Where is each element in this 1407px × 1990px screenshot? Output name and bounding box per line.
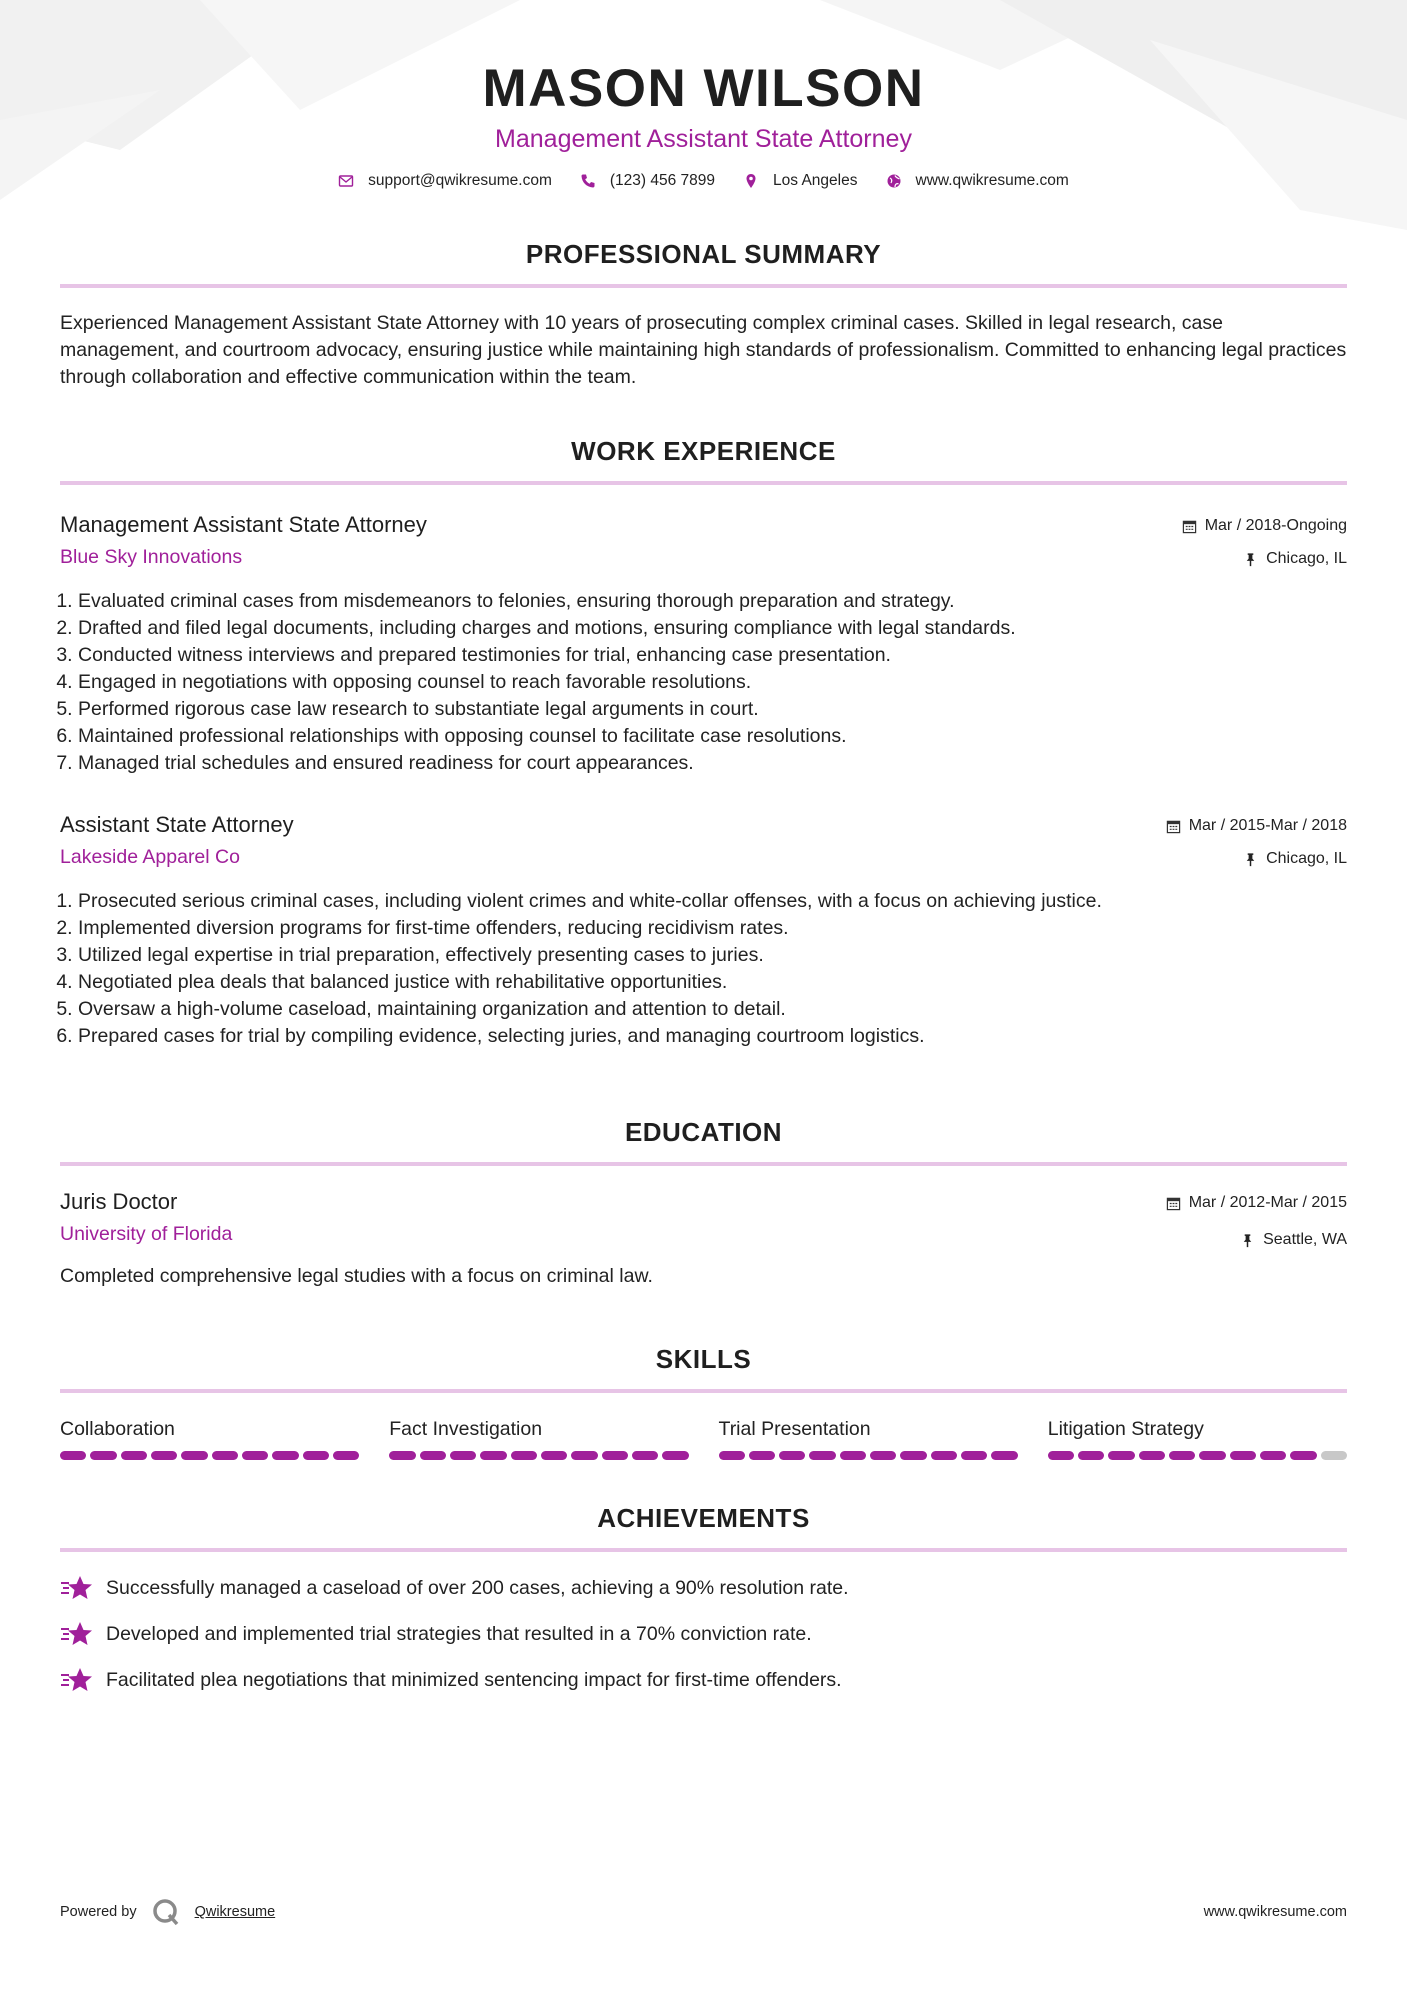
education-dates [1166, 1192, 1347, 1214]
skill-segment-filled [303, 1451, 329, 1460]
skill-segment-filled [779, 1451, 805, 1460]
skill-name: Collaboration [60, 1418, 175, 1440]
calendar-icon [1166, 819, 1181, 834]
skill-segment-filled [389, 1451, 415, 1460]
skill-segment-filled [60, 1451, 86, 1460]
brand-link[interactable]: Qwikresume [194, 1904, 276, 1920]
education-entry [60, 1188, 1347, 1289]
footer-website[interactable]: www.qwikresume.com [1203, 1904, 1347, 1920]
skill-segment-filled [662, 1451, 688, 1460]
job-title: Management Assistant State Attorney [60, 512, 427, 537]
contact-phone-text: (123) 456 7899 [609, 172, 716, 189]
skill-segment-filled [1078, 1451, 1104, 1460]
education-dates-text: Mar / 2012-Mar / 2015 [1188, 1194, 1347, 1211]
job-company: Blue Sky Innovations [60, 546, 243, 568]
skill-segment-filled [632, 1451, 658, 1460]
job-dates-text: Mar / 2015-Mar / 2018 [1188, 817, 1347, 834]
skill-segment-filled [272, 1451, 298, 1460]
qwikresume-logo-icon [151, 1897, 181, 1927]
skill-segment-filled [333, 1451, 359, 1460]
skill-segment-filled [571, 1451, 597, 1460]
powered-by-label: Powered by [60, 1904, 137, 1920]
skill-segment-filled [840, 1451, 866, 1460]
skill-segment-filled [541, 1451, 567, 1460]
list-item: 4. Negotiated plea deals that balanced justice with rehabilitative opportunities. [78, 969, 1347, 996]
achievement-text: Facilitated plea negotiations that minimized sentencing impact for first-time offenders. [106, 1669, 842, 1691]
contact-location-text: Los Angeles [773, 172, 858, 189]
skill-segment-filled [450, 1451, 476, 1460]
pushpin-icon [1240, 1233, 1255, 1248]
job-company: Lakeside Apparel Co [60, 846, 240, 868]
skill-segment-filled [1139, 1451, 1165, 1460]
skill-segment-filled [900, 1451, 926, 1460]
envelope-icon [338, 173, 354, 189]
achievement-text: Developed and implemented trial strategies that resulted in a 70% conviction rate. [106, 1623, 812, 1645]
job-location [1182, 548, 1347, 570]
section-divider [60, 481, 1347, 485]
contact-location [743, 172, 857, 190]
job-entry [60, 811, 1347, 1050]
skill-segment-filled [480, 1451, 506, 1460]
skill-item [389, 1417, 688, 1460]
job-dates [1182, 515, 1347, 537]
contact-website-text: www.qwikresume.com [915, 172, 1069, 189]
section-divider [60, 1162, 1347, 1166]
job-location [1166, 848, 1347, 870]
summary-section-title: PROFESSIONAL SUMMARY [525, 239, 882, 269]
skill-segment-filled [1048, 1451, 1074, 1460]
skill-segment-filled [181, 1451, 207, 1460]
skill-segment-filled [1290, 1451, 1316, 1460]
skill-item [719, 1417, 1018, 1460]
section-divider [60, 1389, 1347, 1393]
skill-segment-filled [931, 1451, 957, 1460]
job-duties-list [60, 888, 1347, 1050]
list-item: 1. Evaluated criminal cases from misdemeanors to felonies, ensuring thorough preparation and strategy. [78, 588, 1347, 615]
skill-segment-filled [870, 1451, 896, 1460]
skill-name: Litigation Strategy [1047, 1418, 1204, 1440]
list-item: 7. Managed trial schedules and ensured readiness for court appearances. [78, 750, 1347, 777]
contact-phone[interactable] [580, 172, 715, 190]
experience-section-title: WORK EXPERIENCE [571, 436, 836, 466]
list-item: 4. Engaged in negotiations with opposing counsel to reach favorable resolutions. [78, 669, 1347, 696]
skill-segment-filled [121, 1451, 147, 1460]
section-divider [60, 1548, 1347, 1552]
skill-segment-empty [1321, 1451, 1347, 1460]
summary-text: Experienced Management Assistant State Attorney with 10 years of prosecuting complex criminal cases. Skilled in legal research, case management, and courtroom advocacy, ensuring justice while maintaining high standards of professionalism. Committed to enhancing legal practices through collaboration and effective communication within the team. [60, 312, 1347, 388]
skill-level-bar [1048, 1451, 1347, 1460]
star-icon [60, 1666, 94, 1694]
list-item: 3. Conducted witness interviews and prepared testimonies for trial, enhancing case presentation. [78, 642, 1347, 669]
achievements-section-title: ACHIEVEMENTS [597, 1503, 810, 1533]
star-icon [60, 1620, 94, 1648]
skill-name: Fact Investigation [389, 1418, 543, 1440]
candidate-role: Management Assistant State Attorney [495, 125, 912, 153]
skill-level-bar [60, 1451, 359, 1460]
skill-name: Trial Presentation [718, 1418, 871, 1440]
skill-segment-filled [602, 1451, 628, 1460]
section-divider [60, 284, 1347, 288]
achievement-item [60, 1666, 1347, 1694]
skills-list [60, 1417, 1347, 1460]
skill-segment-filled [961, 1451, 987, 1460]
list-item: 1. Prosecuted serious criminal cases, including violent crimes and white-collar offenses, with a focus on achieving justice. [78, 888, 1347, 915]
skill-segment-filled [1199, 1451, 1225, 1460]
list-item: 5. Oversaw a high-volume caseload, maintaining organization and attention to detail. [78, 996, 1347, 1023]
skill-segment-filled [1260, 1451, 1286, 1460]
skill-segment-filled [809, 1451, 835, 1460]
skill-segment-filled [90, 1451, 116, 1460]
pushpin-icon [1243, 852, 1258, 867]
contact-website[interactable] [886, 172, 1069, 190]
education-degree: Juris Doctor [60, 1189, 178, 1214]
list-item: 5. Performed rigorous case law research to substantiate legal arguments in court. [78, 696, 1347, 723]
contact-email[interactable] [338, 172, 552, 190]
skill-segment-filled [511, 1451, 537, 1460]
list-item: 6. Prepared cases for trial by compiling evidence, selecting juries, and managing courtroom logistics. [78, 1023, 1347, 1050]
star-icon [60, 1574, 94, 1602]
job-dates [1166, 815, 1347, 837]
phone-icon [580, 173, 596, 189]
globe-icon [886, 173, 902, 189]
job-entry [60, 511, 1347, 777]
page-footer [60, 1897, 1347, 1927]
contact-bar [60, 172, 1347, 190]
skill-item [1048, 1417, 1347, 1460]
job-location-text: Chicago, IL [1266, 850, 1347, 867]
education-description: Completed comprehensive legal studies with a focus on criminal law. [60, 1265, 653, 1287]
list-item: 2. Drafted and filed legal documents, including charges and motions, ensuring compliance with legal standards. [78, 615, 1347, 642]
job-duties-list [60, 588, 1347, 777]
achievement-item [60, 1620, 1347, 1648]
skills-section-title: SKILLS [655, 1344, 752, 1374]
skill-segment-filled [1169, 1451, 1195, 1460]
pushpin-icon [1243, 552, 1258, 567]
skill-level-bar [719, 1451, 1018, 1460]
job-title: Assistant State Attorney [60, 812, 294, 837]
resume-header [60, 0, 1347, 190]
list-item: 2. Implemented diversion programs for first-time offenders, reducing recidivism rates. [78, 915, 1347, 942]
education-location [1166, 1229, 1347, 1251]
job-dates-text: Mar / 2018-Ongoing [1204, 517, 1347, 534]
achievement-item [60, 1574, 1347, 1602]
achievements-list [60, 1574, 1347, 1694]
calendar-icon [1166, 1196, 1181, 1211]
calendar-icon [1182, 519, 1197, 534]
skill-segment-filled [212, 1451, 238, 1460]
skill-segment-filled [719, 1451, 745, 1460]
achievement-text: Successfully managed a caseload of over 200 cases, achieving a 90% resolution rate. [106, 1577, 849, 1599]
education-location-text: Seattle, WA [1263, 1231, 1347, 1248]
list-item: 6. Maintained professional relationships with opposing counsel to facilitate case resolutions. [78, 723, 1347, 750]
skill-segment-filled [420, 1451, 446, 1460]
skill-segment-filled [1108, 1451, 1134, 1460]
skill-level-bar [389, 1451, 688, 1460]
skill-segment-filled [242, 1451, 268, 1460]
education-school: University of Florida [60, 1223, 233, 1245]
contact-email-text: support@qwikresume.com [368, 172, 552, 189]
skill-segment-filled [1230, 1451, 1256, 1460]
candidate-name: MASON WILSON [482, 59, 925, 118]
skill-segment-filled [749, 1451, 775, 1460]
list-item: 3. Utilized legal expertise in trial preparation, effectively presenting cases to juries. [78, 942, 1347, 969]
skill-segment-filled [151, 1451, 177, 1460]
skill-segment-filled [991, 1451, 1017, 1460]
education-section-title: EDUCATION [624, 1117, 783, 1147]
map-pin-icon [743, 173, 759, 189]
skill-item [60, 1417, 359, 1460]
job-location-text: Chicago, IL [1266, 550, 1347, 567]
